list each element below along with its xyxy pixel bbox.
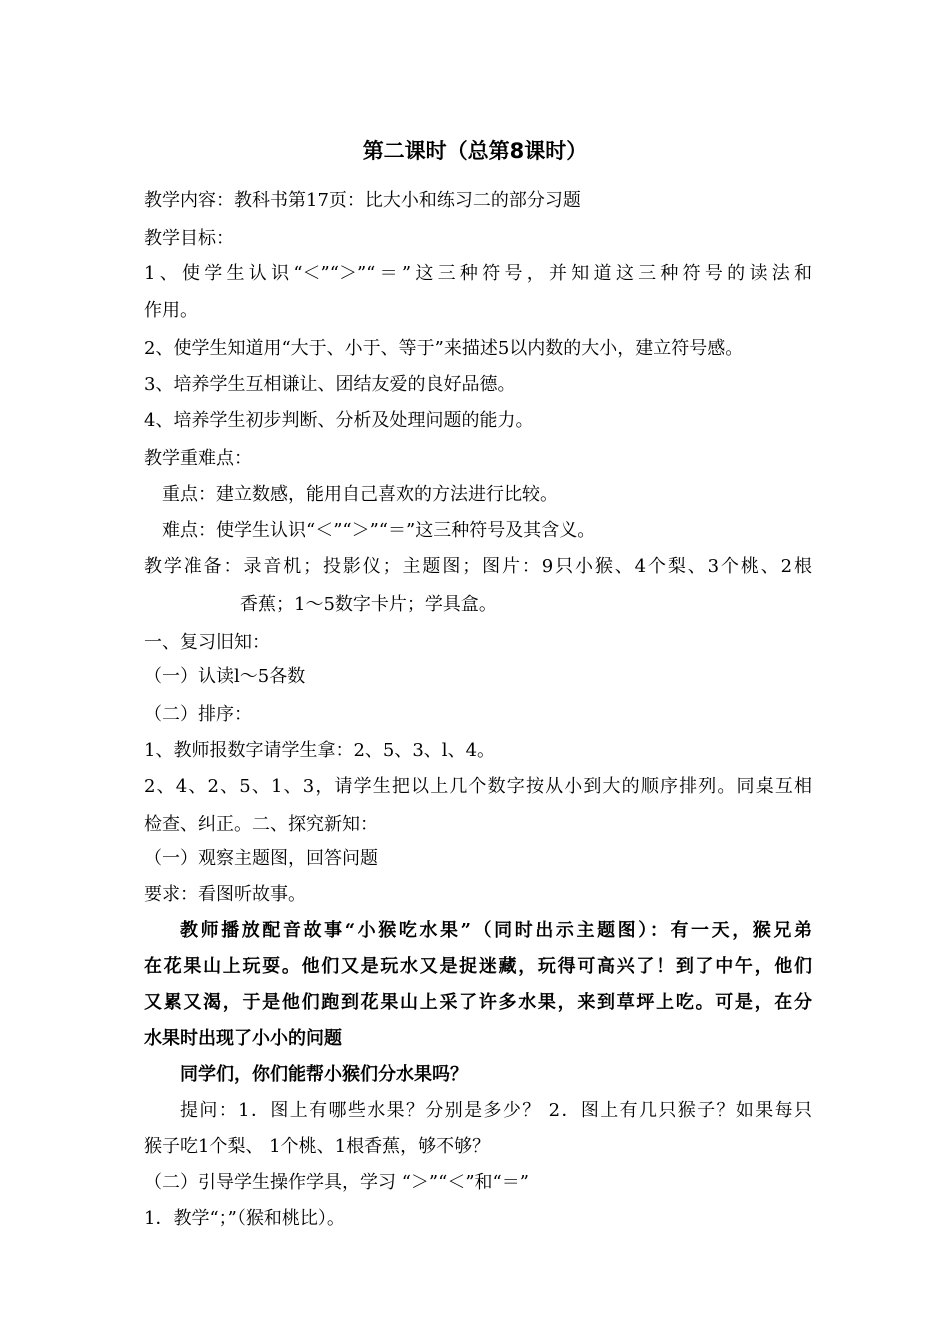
goal-2: 2、使学生知道用“大于、小于、等于”来描述5以内数的大小，建立符号感。 [144,338,744,359]
key-points-heading: 教学重难点： [144,448,252,469]
teaching-content: 教学内容：教科书第17页：比大小和练习二的部分习题 [144,190,581,211]
section-review: 一、复习旧知： [144,632,270,653]
story-question: 同学们，你们能帮小猴们分水果吗？ [180,1064,468,1085]
requirement: 要求：看图听故事。 [144,884,306,905]
goal-4: 4、培养学生初步判断、分析及处理问题的能力。 [144,410,534,431]
story-paragraph-line-2: 在花果山上玩耍。他们又是玩水又是捉迷藏，玩得可高兴了！到了中午，他们 [144,956,812,977]
goal-3: 3、培养学生互相谦让、团结友爱的良好品德。 [144,374,516,395]
story-paragraph-line-1: 教师播放配音故事“小猴吃水果”（同时出示主题图）：有一天，猴兄弟 [180,920,812,941]
review-step-2-cont: 检查、纠正。二、探究新知： [144,814,378,835]
teaching-goals-heading: 教学目标： [144,228,234,249]
key-point: 重点：建立数感，能用自己喜欢的方法进行比较。 [162,484,558,505]
goal-1-cont: 作用。 [144,300,198,321]
teaching-preparation-cont: 香蕉；1～5数字卡片；学具盒。 [240,594,497,615]
questions-line-1: 提问：1．图上有哪些水果？分别是多少？ 2．图上有几只猴子？如果每只 [180,1100,812,1121]
teaching-step-1: 1．教学“；”（猴和桃比）。 [144,1208,345,1229]
difficult-point: 难点：使学生认识“＜”“＞”“＝”这三种符号及其含义。 [162,520,596,541]
review-item-2: （二）排序： [144,704,252,725]
review-item-1: （一）认读l～5各数 [144,666,306,687]
page-title: 第二课时（总第8课时） [362,139,588,163]
story-paragraph-line-4: 水果时出现了小小的问题 [144,1028,342,1049]
review-step-1: 1、教师报数字请学生拿：2、5、3、l、4。 [144,740,496,761]
teaching-preparation: 教学准备：录音机；投影仪；主题图；图片：9只小猴、4个梨、3个桃、2根 [144,556,812,577]
review-step-2: 2、4、2、5、1、3，请学生把以上几个数字按从小到大的顺序排列。同桌互相 [144,776,812,797]
explore-item-1: （一）观察主题图，回答问题 [144,848,378,869]
explore-item-2: （二）引导学生操作学具，学习 “＞”“＜”和“＝” [144,1172,529,1193]
questions-line-2: 猴子吃1个梨、 1个桃、1根香蕉，够不够？ [144,1136,491,1157]
story-paragraph-line-3: 又累又渴，于是他们跑到花果山上采了许多水果，来到草坪上吃。可是，在分 [144,992,812,1013]
goal-1: 1、使学生认识“＜”“＞”“＝”这三种符号，并知道这三种符号的读法和 [144,263,812,284]
